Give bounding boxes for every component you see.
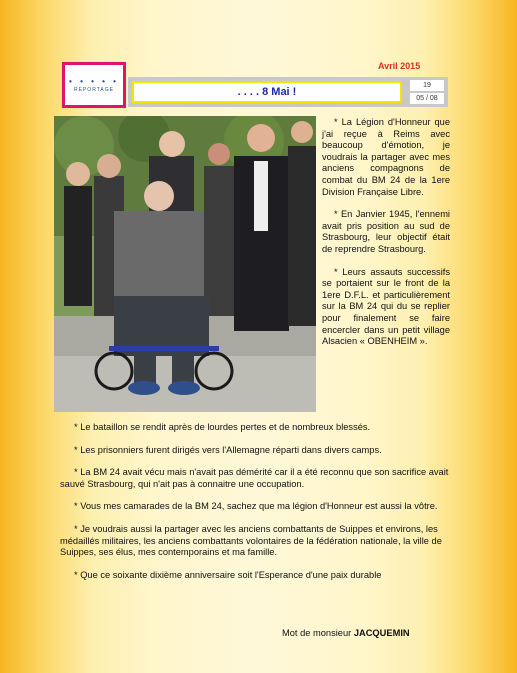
logo <box>62 62 126 108</box>
body-paragraph: * Vous mes camarades de la BM 24, sachez que ma légion d'Honneur est aussi la vôtre. <box>74 501 438 512</box>
issue-date-label: Avril 2015 <box>378 61 421 71</box>
right-column-text <box>322 117 450 359</box>
page-title: . . . . 8 Mai ! <box>132 81 402 103</box>
right-paragraph: * Leurs assauts successifs se portaient sur le front de la 1ere D.F.L. et particulièrement sur la BM 24 qui du se replier pour finalement se faire encercler dans un petit village Alsacien « OBENHEIM ». <box>322 266 450 347</box>
issue-number-box <box>406 77 448 107</box>
right-paragraph: * La Légion d'Honneur que j'ai reçue à Reims avec beaucoup d'émotion, je voudrais la partager avec mes anciens compagnons de combat du BM 24 de la 1ere Division Française Libre. <box>322 117 450 197</box>
title-frame <box>128 77 406 107</box>
logo-dots: • • • • • <box>69 76 119 86</box>
ceremony-photo <box>54 116 316 412</box>
signature-prefix: Mot de monsieur <box>282 628 354 638</box>
body-paragraph: * Que ce soixante dixième anniversaire soit l'Esperance d'une paix durable <box>74 569 382 580</box>
right-paragraph: * En Janvier 1945, l'ennemi avait pris position au sud de Strasbourg, leur objectif était de reprendre Strasbourg. <box>322 209 450 254</box>
signature <box>282 628 410 638</box>
issue-number: 19 <box>410 80 444 91</box>
body-paragraph: * Les prisonniers furent dirigés vers l'Allemagne réparti dans divers camps. <box>74 444 382 455</box>
body-paragraph: * Je voudrais aussi la partager avec les anciens combattants de Suippes et environs, les médaillés militaires, les anciens combattants volontaires de la fédération nationale, la ville de Suippes, ses élus, mes contemporains et ma famille. <box>60 523 442 558</box>
body-paragraph: * La BM 24 avait vécu mais n'avait pas démérité car il a été reconnu que son sacrifice avait sauvé Strasbourg, qui n'ait pas à connaitre une occupation. <box>60 467 449 489</box>
logo-text: REPORTAGE <box>74 86 114 93</box>
body-text <box>60 422 452 592</box>
body-paragraph: * Le bataillon se rendit après de lourdes pertes et de nombreux blessés. <box>74 422 371 432</box>
ceremony-photo-illustration <box>54 116 316 412</box>
signature-name: JACQUEMIN <box>353 628 410 638</box>
issue-page-date: 05 / 08 <box>410 93 444 104</box>
